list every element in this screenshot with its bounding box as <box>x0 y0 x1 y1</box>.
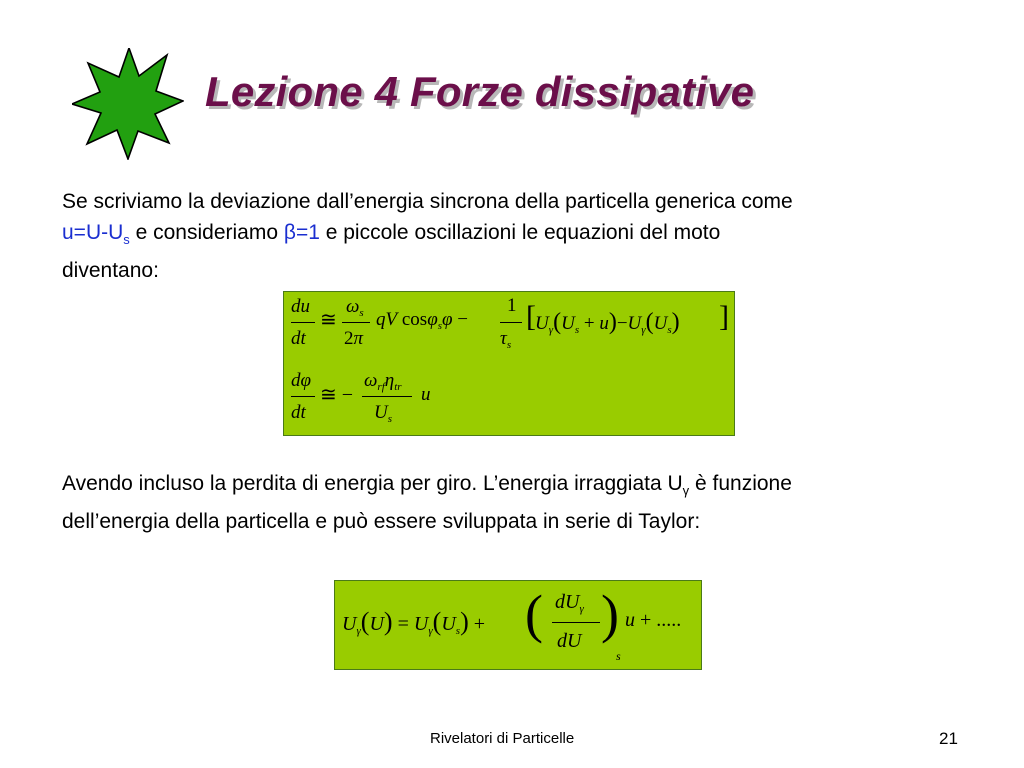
taylor-line-1-end: è funzione <box>689 472 792 495</box>
gamma-subscript: γ <box>682 483 690 499</box>
beta-value: β=1 <box>283 221 320 244</box>
star-icon <box>72 48 184 160</box>
taylor-expansion-equation: $U_\gamma(U) = U_\gamma(U_s)$ + ( $dU_\gamma$ dU ) s u + ..... <box>334 580 702 670</box>
intro-line-3: diventano: <box>62 259 159 283</box>
intro-line-1: Se scriviamo la deviazione dall’energia sincrona della particella generica come <box>62 190 793 213</box>
paragraph-taylor <box>62 468 962 537</box>
taylor-line-1-start: Avendo incluso la perdita di energia per giro. L’energia irraggiata U <box>62 472 683 495</box>
paragraph-intro <box>62 186 962 286</box>
equations-of-motion: du dt ≅ $\omega_s$ 2π qV cosφ$_s$φ − 1 $\tau_s$ [ $U_\gamma(U_s + u)-U_\gamma(U_s)$ ] dφ dt ≅ − $\omega_{rf}\eta_{tr}$ $U_s$ u <box>283 291 735 436</box>
expr-u: $u=U-U_s$ <box>62 221 130 248</box>
intro-mid-text: e consideriamo <box>129 221 284 244</box>
page-number: 21 <box>939 729 958 748</box>
intro-end-text: e piccole oscillazioni le equazioni del moto <box>319 221 721 244</box>
slide-title: Lezione 4 Forze dissipative <box>205 68 755 115</box>
taylor-line-2: dell’energia della particella e può essere sviluppata in serie di Taylor: <box>62 510 701 534</box>
footer-text: Rivelatori di Particelle <box>430 730 575 747</box>
